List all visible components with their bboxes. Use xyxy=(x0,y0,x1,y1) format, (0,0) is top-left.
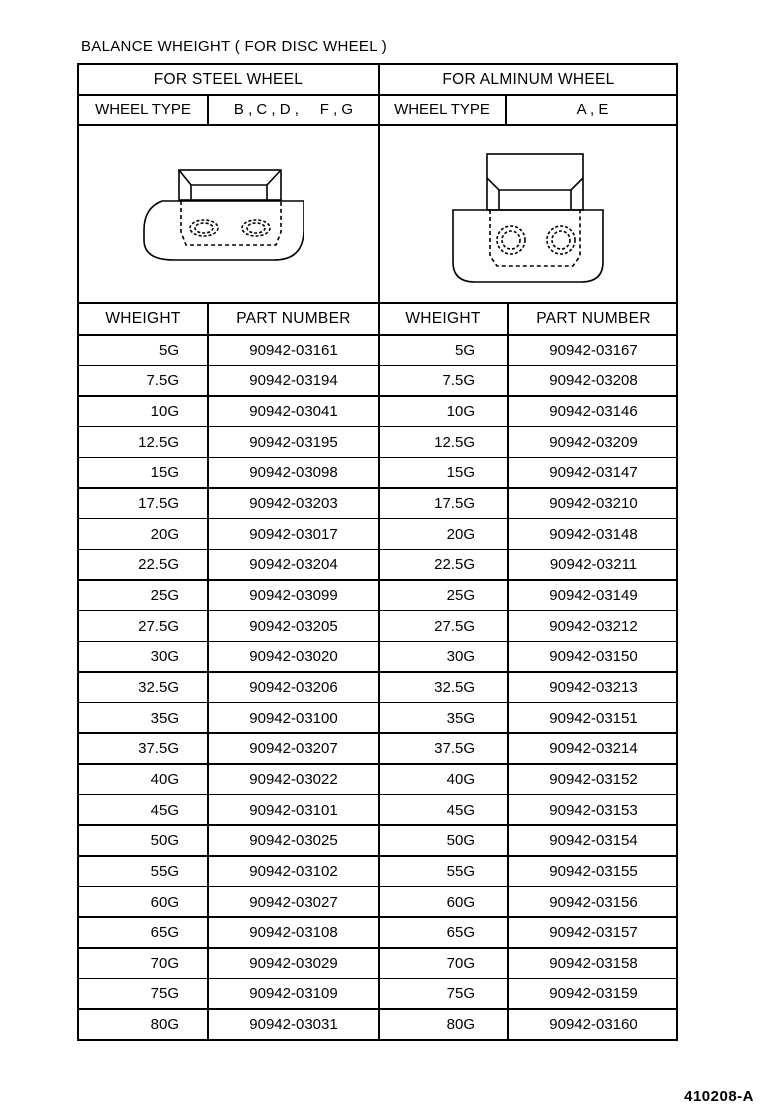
row-divider xyxy=(79,855,676,857)
alu-part-number-cell: 90942-03160 xyxy=(549,1016,638,1034)
row-divider xyxy=(79,426,676,428)
alu-wheel-type-label: WHEEL TYPE xyxy=(394,101,490,118)
row-divider xyxy=(79,794,676,796)
balance-weight-table xyxy=(77,63,678,1041)
row-divider xyxy=(79,579,676,581)
row-divider xyxy=(79,395,676,397)
alu-weight-cell: 5G xyxy=(454,341,475,359)
row-divider xyxy=(79,365,676,367)
alu-weight-cell: 20G xyxy=(446,525,475,543)
alu-weight-cell: 60G xyxy=(446,893,475,911)
steel-wheel-types: B , C , D , F , G xyxy=(233,101,354,118)
alu-weight-cell: 75G xyxy=(446,985,475,1003)
steel-part-number-cell: 90942-03109 xyxy=(249,985,338,1003)
steel-weight-cell: 37.5G xyxy=(138,740,179,758)
steel-weight-cell: 35G xyxy=(150,709,179,727)
row-divider xyxy=(79,824,676,826)
steel-part-number-cell: 90942-03161 xyxy=(249,341,338,359)
steel-weight-cell: 22.5G xyxy=(138,556,179,574)
alu-part-number-cell: 90942-03158 xyxy=(549,954,638,972)
alu-weight-cell: 7.5G xyxy=(442,372,475,390)
steel-part-number-cell: 90942-03041 xyxy=(249,403,338,421)
steel-part-number-cell: 90942-03108 xyxy=(249,924,338,942)
steel-weight-cell: 25G xyxy=(150,587,179,604)
alu-weight-cell: 22.5G xyxy=(434,556,475,574)
alu-weight-cell: 10G xyxy=(446,403,475,421)
steel-part-number-cell: 90942-03203 xyxy=(249,495,338,513)
row-divider xyxy=(79,732,676,734)
alu-weight-cell: 12.5G xyxy=(434,433,475,451)
wheel-type-divider xyxy=(79,124,676,126)
alu-part-number-cell: 90942-03149 xyxy=(549,587,638,604)
alu-part-number-cell: 90942-03212 xyxy=(549,617,638,635)
steel-part-number-cell: 90942-03206 xyxy=(249,678,338,696)
steel-weight-cell: 30G xyxy=(150,648,179,666)
steel-part-number-cell: 90942-03031 xyxy=(249,1016,338,1034)
alu-part-number-cell: 90942-03147 xyxy=(549,464,638,482)
alu-part-number-cell: 90942-03151 xyxy=(549,709,638,727)
alu-part-number-cell: 90942-03214 xyxy=(549,740,638,758)
steel-part-number-cell: 90942-03207 xyxy=(249,740,338,758)
alu-part-number-cell: 90942-03155 xyxy=(549,862,638,880)
steel-part-number-cell: 90942-03029 xyxy=(249,954,338,972)
alu-part-number-cell: 90942-03153 xyxy=(549,801,638,819)
alu-weight-cell: 55G xyxy=(446,862,475,880)
alu-part-number-cell: 90942-03148 xyxy=(549,525,638,543)
alu-weight-cell: 15G xyxy=(446,464,475,482)
steel-wheel-header: FOR STEEL WHEEL xyxy=(153,70,304,88)
row-divider xyxy=(79,702,676,704)
steel-part-number-cell: 90942-03017 xyxy=(249,525,338,543)
alu-weight-cell: 70G xyxy=(446,954,475,972)
steel-weight-cell: 20G xyxy=(150,525,179,543)
steel-weight-cell: 12.5G xyxy=(138,433,179,451)
steel-part-number-cell: 90942-03204 xyxy=(249,556,338,574)
alu-part-number-cell: 90942-03167 xyxy=(549,341,638,359)
alu-weight-cell: 45G xyxy=(446,801,475,819)
steel-weight-cell: 60G xyxy=(150,893,179,911)
steel-weight-cell: 45G xyxy=(150,801,179,819)
steel-part-number-cell: 90942-03100 xyxy=(249,709,338,727)
alu-weight-cell: 25G xyxy=(446,587,475,604)
steel-weight-cell: 5G xyxy=(158,341,179,359)
alu-part-number-cell: 90942-03211 xyxy=(549,556,638,574)
steel-weight-cell: 65G xyxy=(150,924,179,942)
page-title: BALANCE WHEIGHT ( FOR DISC WHEEL ) xyxy=(81,38,388,55)
alu-part-column-header: PART NUMBER xyxy=(536,310,651,327)
steel-weight-cell: 75G xyxy=(150,985,179,1003)
alu-part-number-cell: 90942-03209 xyxy=(549,433,638,451)
figure-code: 410208-A xyxy=(684,1088,754,1105)
steel-weight-cell: 7.5G xyxy=(146,372,179,390)
alu-part-number-cell: 90942-03156 xyxy=(549,893,638,911)
row-divider xyxy=(79,1008,676,1010)
row-divider xyxy=(79,518,676,520)
row-divider xyxy=(79,671,676,673)
steel-part-number-cell: 90942-03102 xyxy=(249,862,338,880)
alu-weight-cell: 37.5G xyxy=(434,740,475,758)
steel-weight-cell: 70G xyxy=(150,954,179,972)
row-divider xyxy=(79,947,676,949)
steel-part-number-cell: 90942-03027 xyxy=(249,893,338,911)
steel-wheel-type-label: WHEEL TYPE xyxy=(95,101,191,118)
alu-part-number-cell: 90942-03150 xyxy=(549,648,638,666)
aluminum-wheel-header: FOR ALMINUM WHEEL xyxy=(442,70,615,88)
row-divider xyxy=(79,886,676,888)
alu-weight-cell: 80G xyxy=(446,1016,475,1034)
alu-part-number-cell: 90942-03159 xyxy=(549,985,638,1003)
row-divider xyxy=(79,610,676,612)
steel-weight-illustration xyxy=(134,160,304,270)
row-divider xyxy=(79,549,676,551)
steel-part-number-cell: 90942-03194 xyxy=(249,372,338,390)
alu-weight-cell: 30G xyxy=(446,648,475,666)
alu-weight-cell: 50G xyxy=(446,832,475,850)
steel-weight-cell: 40G xyxy=(150,770,179,788)
alu-part-number-cell: 90942-03157 xyxy=(549,924,638,942)
alu-part-number-cell: 90942-03208 xyxy=(549,372,638,390)
steel-weight-cell: 27.5G xyxy=(138,617,179,635)
steel-part-column-header: PART NUMBER xyxy=(236,310,351,327)
row-divider xyxy=(79,641,676,643)
alu-part-number-cell: 90942-03146 xyxy=(549,403,638,421)
alu-weight-cell: 65G xyxy=(446,924,475,942)
steel-part-number-cell: 90942-03022 xyxy=(249,770,338,788)
steel-weight-cell: 80G xyxy=(150,1016,179,1034)
steel-part-number-cell: 90942-03099 xyxy=(249,587,338,604)
steel-part-number-cell: 90942-03020 xyxy=(249,648,338,666)
alu-part-number-cell: 90942-03152 xyxy=(549,770,638,788)
alu-part-number-cell: 90942-03210 xyxy=(549,495,638,513)
aluminum-weight-illustration xyxy=(449,150,609,290)
row-divider xyxy=(79,457,676,459)
row-divider xyxy=(79,487,676,489)
steel-weight-cell: 50G xyxy=(150,832,179,850)
alu-part-number-cell: 90942-03213 xyxy=(549,678,638,696)
alu-weight-cell: 27.5G xyxy=(434,617,475,635)
steel-part-number-cell: 90942-03025 xyxy=(249,832,338,850)
steel-weight-cell: 32.5G xyxy=(138,678,179,696)
alu-weight-column-header: WHEIGHT xyxy=(405,310,481,327)
alu-weight-cell: 35G xyxy=(446,709,475,727)
steel-weight-cell: 10G xyxy=(150,403,179,421)
steel-part-number-cell: 90942-03205 xyxy=(249,617,338,635)
alu-part-number-cell: 90942-03154 xyxy=(549,832,638,850)
row-divider xyxy=(79,763,676,765)
steel-weight-column-header: WHEIGHT xyxy=(105,310,181,327)
alu-weight-cell: 17.5G xyxy=(434,495,475,513)
steel-part-number-cell: 90942-03195 xyxy=(249,433,338,451)
steel-part-number-cell: 90942-03098 xyxy=(249,464,338,482)
row-divider xyxy=(79,916,676,918)
steel-weight-cell: 15G xyxy=(150,464,179,482)
alu-wheel-types: A , E xyxy=(576,101,609,118)
alu-weight-cell: 32.5G xyxy=(434,678,475,696)
steel-weight-cell: 55G xyxy=(150,862,179,880)
row-divider xyxy=(79,978,676,980)
steel-part-number-cell: 90942-03101 xyxy=(249,801,338,819)
alu-weight-cell: 40G xyxy=(446,770,475,788)
steel-weight-cell: 17.5G xyxy=(138,495,179,513)
